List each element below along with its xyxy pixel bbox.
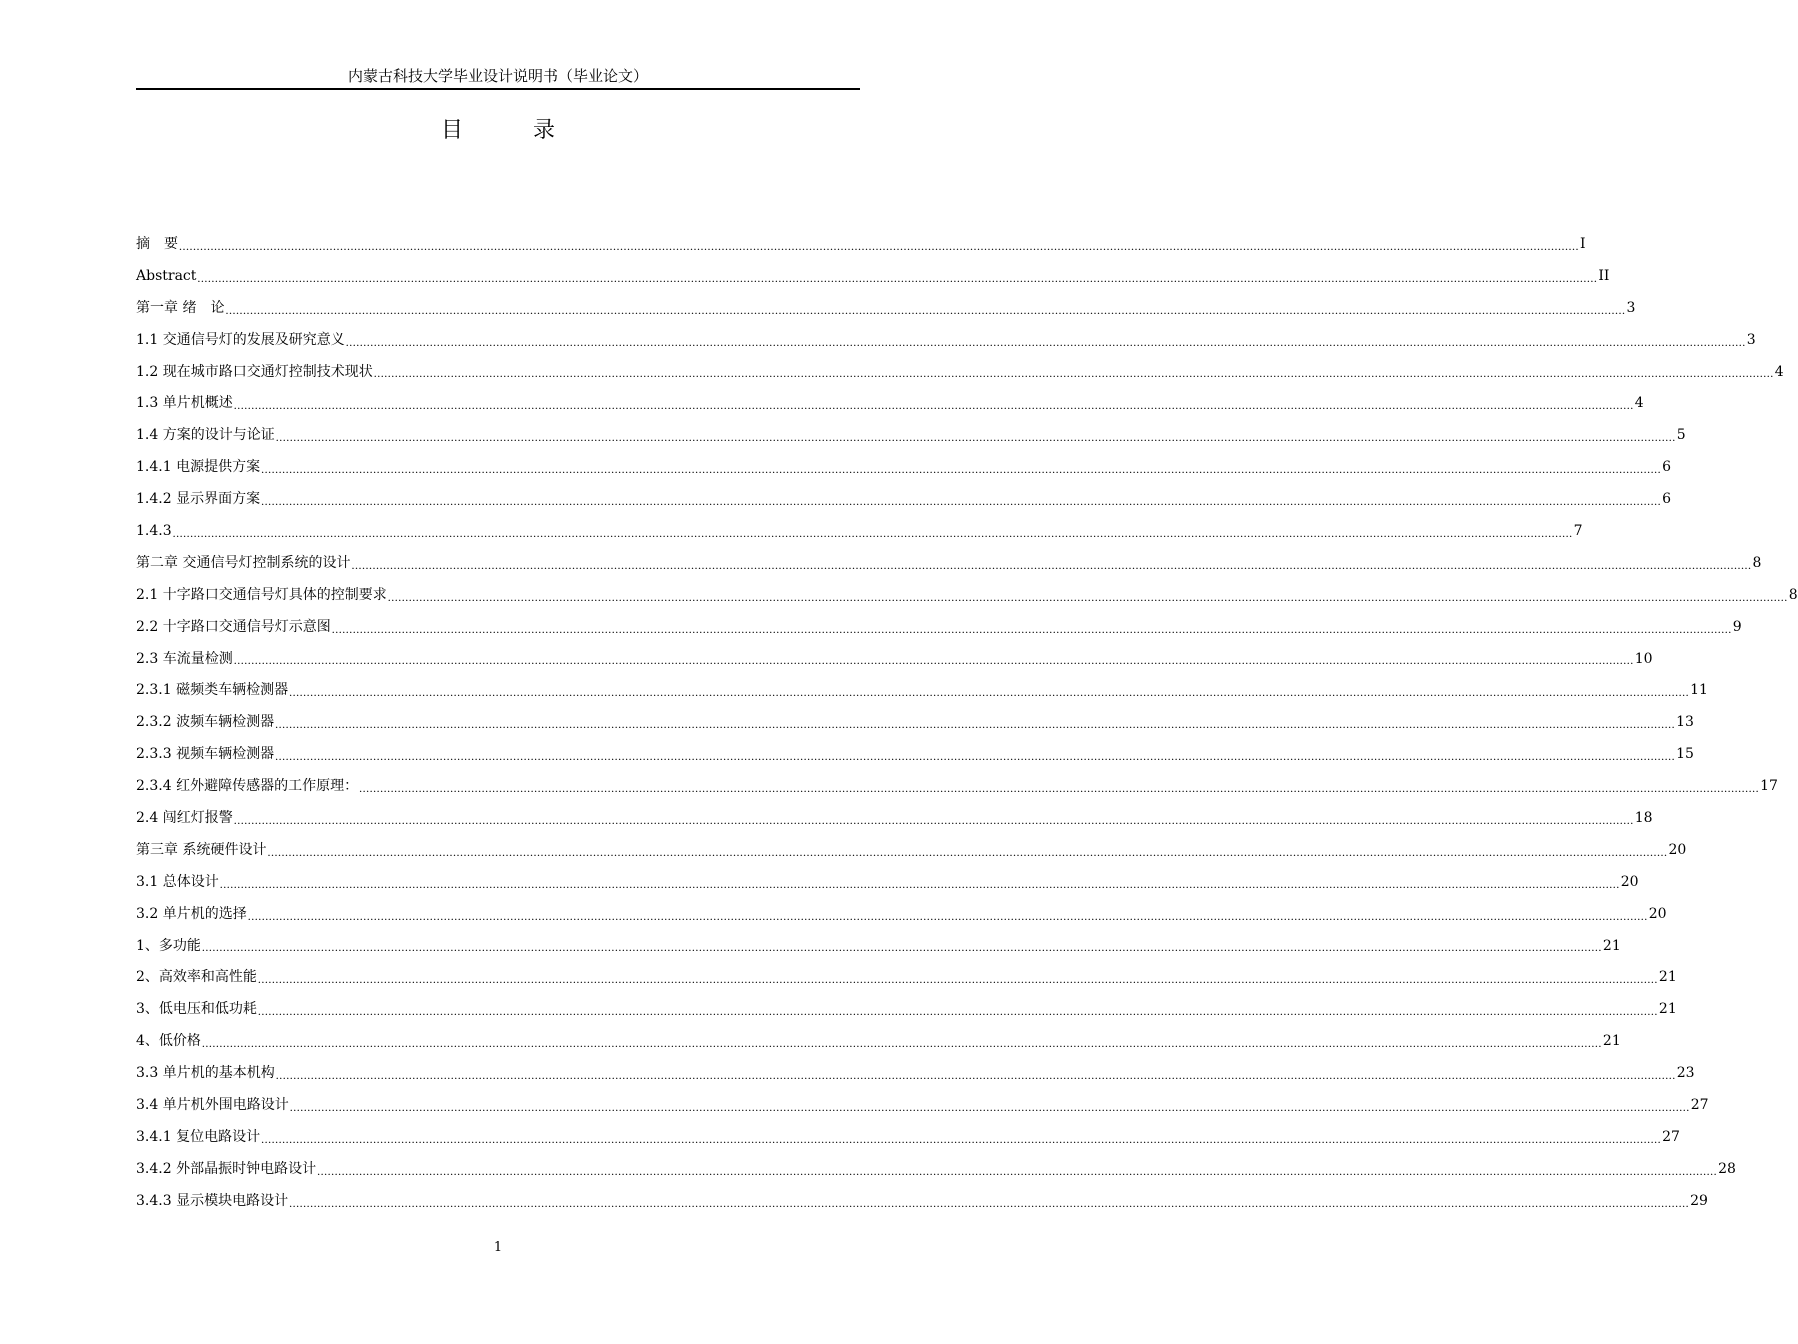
toc-entry[interactable] bbox=[136, 579, 1798, 611]
toc-entry[interactable] bbox=[136, 706, 1694, 738]
toc-dot-leader: ................................................................................................................................................................................................................................................................................................................................................................................................................ bbox=[289, 685, 1690, 700]
toc-entry-label: 1.2 现在城市路口交通灯控制技术现状 bbox=[136, 363, 373, 380]
toc-entry[interactable] bbox=[136, 292, 1636, 324]
toc-entry[interactable] bbox=[136, 611, 1742, 643]
toc-entry-label: 2.3.1 磁频类车辆检测器 bbox=[136, 682, 289, 699]
toc-dot-leader: ................................................................................................................................................................................................................................................................................................................................................................................................................ bbox=[317, 1163, 1718, 1178]
toc-entry-page: 11 bbox=[1690, 682, 1708, 699]
toc-entry-label: 1.4.1 电源提供方案 bbox=[136, 459, 261, 476]
toc-entry-page: 20 bbox=[1668, 841, 1687, 858]
toc-entry-page: 15 bbox=[1676, 746, 1694, 763]
toc-entry[interactable] bbox=[136, 547, 1762, 579]
page-title: 目 录 bbox=[440, 118, 579, 143]
toc-entry[interactable] bbox=[136, 674, 1708, 706]
toc-entry-page: 27 bbox=[1690, 1096, 1709, 1113]
toc-entry[interactable] bbox=[136, 866, 1639, 898]
toc-entry-label: 3.4.3 显示模块电路设计 bbox=[136, 1192, 289, 1209]
toc-entry-label: 1.4.2 显示界面方案 bbox=[136, 491, 261, 508]
toc-entry-page: 20 bbox=[1620, 873, 1639, 890]
toc-entry-label: 2.3.4 红外避障传感器的工作原理： bbox=[136, 778, 359, 795]
toc-dot-leader: ................................................................................................................................................................................................................................................................................................................................................................................................................ bbox=[275, 1068, 1676, 1083]
toc-entry-page: 3 bbox=[1626, 299, 1636, 316]
toc-dot-leader: ................................................................................................................................................................................................................................................................................................................................................................................................................ bbox=[233, 398, 1634, 413]
toc-dot-leader: ................................................................................................................................................................................................................................................................................................................................................................................................................ bbox=[289, 1099, 1690, 1114]
toc-dot-leader: ................................................................................................................................................................................................................................................................................................................................................................................................................ bbox=[331, 621, 1732, 636]
toc-dot-leader: ................................................................................................................................................................................................................................................................................................................................................................................................................ bbox=[261, 494, 1662, 509]
toc-dot-leader: ................................................................................................................................................................................................................................................................................................................................................................................................................ bbox=[387, 589, 1788, 604]
toc-entry-label: 1.3 单片机概述 bbox=[136, 395, 233, 412]
toc-entry-page: 18 bbox=[1634, 809, 1653, 826]
toc-entry-page: 21 bbox=[1658, 1001, 1677, 1018]
toc-entry-label: 2.3.2 波频车辆检测器 bbox=[136, 714, 275, 731]
toc-entry-label: 3.4 单片机外围电路设计 bbox=[136, 1096, 289, 1113]
toc-entry-page: 29 bbox=[1690, 1192, 1708, 1209]
toc-dot-leader: ................................................................................................................................................................................................................................................................................................................................................................................................................ bbox=[261, 462, 1662, 477]
page-number: 1 bbox=[493, 1240, 503, 1255]
toc-entry[interactable] bbox=[136, 643, 1653, 675]
toc-entry-page: 17 bbox=[1760, 778, 1778, 795]
toc-entry[interactable] bbox=[136, 324, 1756, 356]
toc-dot-leader: ................................................................................................................................................................................................................................................................................................................................................................................................................ bbox=[373, 366, 1774, 381]
toc-dot-leader: ................................................................................................................................................................................................................................................................................................................................................................................................................ bbox=[267, 844, 1668, 859]
toc-entry-label: 1.4.3 bbox=[136, 522, 172, 539]
toc-dot-leader: ................................................................................................................................................................................................................................................................................................................................................................................................................ bbox=[197, 270, 1598, 285]
toc-entry[interactable] bbox=[136, 1057, 1695, 1089]
toc-entry[interactable] bbox=[136, 451, 1671, 483]
toc-dot-leader: ................................................................................................................................................................................................................................................................................................................................................................................................................ bbox=[359, 781, 1760, 796]
toc-entry-label: 3.4.2 外部晶振时钟电路设计 bbox=[136, 1160, 317, 1177]
toc-entry[interactable] bbox=[136, 930, 1621, 962]
toc-entry-label: 1、多功能 bbox=[136, 937, 201, 954]
toc-entry-page: 3 bbox=[1746, 331, 1756, 348]
toc-entry[interactable] bbox=[136, 993, 1677, 1025]
toc-entry[interactable] bbox=[136, 1121, 1680, 1153]
toc-entry-label: 3.3 单片机的基本机构 bbox=[136, 1065, 275, 1082]
toc-entry-page: 6 bbox=[1662, 491, 1671, 508]
toc-entry-page: 21 bbox=[1602, 937, 1621, 954]
table-of-contents bbox=[136, 228, 1798, 1217]
toc-dot-leader: ................................................................................................................................................................................................................................................................................................................................................................................................................ bbox=[201, 1036, 1602, 1051]
toc-dot-leader: ................................................................................................................................................................................................................................................................................................................................................................................................................ bbox=[225, 302, 1626, 317]
toc-dot-leader: ................................................................................................................................................................................................................................................................................................................................................................................................................ bbox=[257, 1004, 1658, 1019]
toc-entry-page: 13 bbox=[1676, 714, 1694, 731]
toc-entry-label: 2.3 车流量检测 bbox=[136, 650, 233, 667]
toc-entry[interactable] bbox=[136, 1025, 1621, 1057]
toc-entry[interactable] bbox=[136, 483, 1671, 515]
toc-entry-label: 1.1 交通信号灯的发展及研究意义 bbox=[136, 331, 345, 348]
toc-dot-leader: ................................................................................................................................................................................................................................................................................................................................................................................................................ bbox=[247, 908, 1648, 923]
toc-entry-page: 7 bbox=[1573, 522, 1583, 539]
toc-dot-leader: ................................................................................................................................................................................................................................................................................................................................................................................................................ bbox=[351, 557, 1752, 572]
toc-entry[interactable] bbox=[136, 834, 1687, 866]
toc-entry[interactable] bbox=[136, 1153, 1736, 1185]
toc-entry-label: Abstract bbox=[136, 267, 197, 284]
toc-dot-leader: ................................................................................................................................................................................................................................................................................................................................................................................................................ bbox=[345, 334, 1746, 349]
toc-entry-page: 28 bbox=[1718, 1160, 1736, 1177]
toc-entry-page: 4 bbox=[1774, 363, 1784, 380]
toc-entry-page: 6 bbox=[1662, 459, 1671, 476]
toc-entry-label: 3.1 总体设计 bbox=[136, 873, 219, 890]
toc-entry-label: 摘 要 bbox=[136, 235, 178, 252]
header-rule bbox=[136, 88, 860, 90]
toc-entry-page: 10 bbox=[1634, 650, 1653, 667]
toc-entry-page: 23 bbox=[1676, 1065, 1695, 1082]
toc-entry[interactable] bbox=[136, 802, 1653, 834]
running-header: 内蒙古科技大学毕业设计说明书（毕业论文） bbox=[347, 67, 648, 85]
toc-entry[interactable] bbox=[136, 228, 1586, 260]
toc-entry[interactable] bbox=[136, 738, 1694, 770]
toc-dot-leader: ................................................................................................................................................................................................................................................................................................................................................................................................................ bbox=[179, 238, 1579, 253]
toc-entry-label: 2.2 十字路口交通信号灯示意图 bbox=[136, 618, 331, 635]
toc-entry-page: 21 bbox=[1602, 1033, 1621, 1050]
toc-entry[interactable] bbox=[136, 1089, 1709, 1121]
toc-entry-page: 20 bbox=[1648, 905, 1667, 922]
toc-dot-leader: ................................................................................................................................................................................................................................................................................................................................................................................................................ bbox=[233, 812, 1634, 827]
toc-dot-leader: ................................................................................................................................................................................................................................................................................................................................................................................................................ bbox=[275, 430, 1676, 445]
toc-entry[interactable] bbox=[136, 770, 1778, 802]
toc-entry-page: 9 bbox=[1732, 618, 1742, 635]
toc-entry[interactable] bbox=[136, 260, 1610, 292]
toc-entry-page: 27 bbox=[1662, 1128, 1680, 1145]
toc-entry-label: 2、高效率和高性能 bbox=[136, 969, 257, 986]
toc-dot-leader: ................................................................................................................................................................................................................................................................................................................................................................................................................ bbox=[289, 1195, 1690, 1210]
toc-entry-label: 第三章 系统硬件设计 bbox=[136, 841, 267, 858]
toc-dot-leader: ................................................................................................................................................................................................................................................................................................................................................................................................................ bbox=[261, 1131, 1662, 1146]
toc-entry-page: II bbox=[1598, 267, 1610, 284]
toc-entry-label: 2.1 十字路口交通信号灯具体的控制要求 bbox=[136, 586, 387, 603]
toc-entry-label: 第一章 绪 论 bbox=[136, 299, 225, 316]
toc-entry-label: 2.3.3 视频车辆检测器 bbox=[136, 746, 275, 763]
toc-dot-leader: ................................................................................................................................................................................................................................................................................................................................................................................................................ bbox=[219, 876, 1620, 891]
toc-entry[interactable] bbox=[136, 356, 1784, 388]
toc-entry-label: 3.4.1 复位电路设计 bbox=[136, 1128, 261, 1145]
toc-entry[interactable] bbox=[136, 1185, 1708, 1217]
toc-entry-label: 2.4 闯红灯报警 bbox=[136, 809, 233, 826]
toc-entry[interactable] bbox=[136, 961, 1677, 993]
toc-entry-label: 1.4 方案的设计与论证 bbox=[136, 427, 275, 444]
toc-dot-leader: ................................................................................................................................................................................................................................................................................................................................................................................................................ bbox=[275, 749, 1676, 764]
toc-entry-label: 3、低电压和低功耗 bbox=[136, 1001, 257, 1018]
toc-entry-label: 3.2 单片机的选择 bbox=[136, 905, 247, 922]
toc-dot-leader: ................................................................................................................................................................................................................................................................................................................................................................................................................ bbox=[201, 940, 1602, 955]
toc-dot-leader: ................................................................................................................................................................................................................................................................................................................................................................................................................ bbox=[233, 653, 1634, 668]
toc-entry[interactable] bbox=[136, 898, 1667, 930]
toc-entry[interactable] bbox=[136, 419, 1686, 451]
toc-entry-label: 4、低价格 bbox=[136, 1033, 201, 1050]
toc-entry-page: 21 bbox=[1658, 969, 1677, 986]
toc-dot-leader: ................................................................................................................................................................................................................................................................................................................................................................................................................ bbox=[275, 717, 1676, 732]
toc-dot-leader: ................................................................................................................................................................................................................................................................................................................................................................................................................ bbox=[257, 972, 1658, 987]
toc-entry[interactable] bbox=[136, 515, 1583, 547]
toc-entry-page: I bbox=[1580, 235, 1586, 252]
toc-entry-page: 5 bbox=[1676, 427, 1686, 444]
toc-entry[interactable] bbox=[136, 387, 1644, 419]
toc-entry-page: 4 bbox=[1634, 395, 1644, 412]
toc-entry-page: 8 bbox=[1752, 554, 1762, 571]
toc-dot-leader: ................................................................................................................................................................................................................................................................................................................................................................................................................ bbox=[172, 525, 1573, 540]
toc-entry-label: 第二章 交通信号灯控制系统的设计 bbox=[136, 554, 351, 571]
toc-entry-page: 8 bbox=[1788, 586, 1798, 603]
